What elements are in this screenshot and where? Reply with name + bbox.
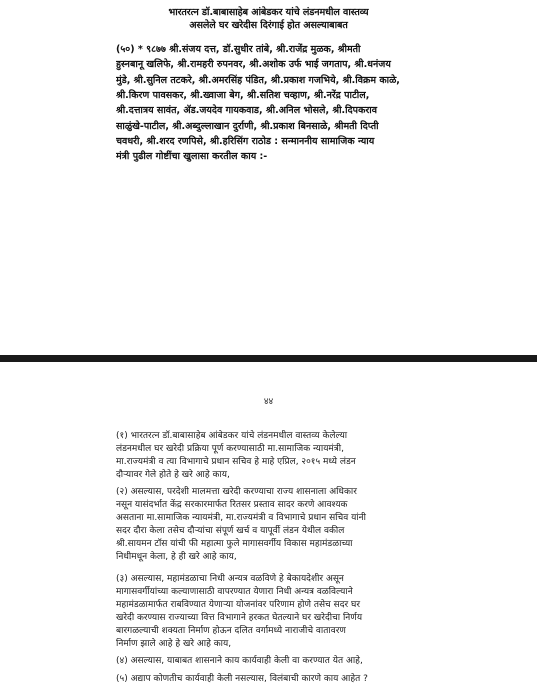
question-line: मुंडे, श्री.सुनिल तटकरे, श्री.अमरसिंह पंडित, श्री.प्रकाश गजभिये, श्री.विक्रम काळे, — [116, 74, 400, 86]
question-line: मंत्री पुढील गोष्टींचा खुलासा करतील काय :- — [116, 151, 268, 163]
question-line: हुस्नबानू खलिफे, श्री.रामहरी रुपनवर, श्री.अशोक उर्फ भाई जगताप, श्री.धनंजय — [116, 59, 391, 71]
answer-line: श्री.सायमन टॉस यांची फी महात्मा फुले मागासवर्गीय विकास महामंडळाच्या — [116, 539, 353, 549]
page-number: ४४ — [263, 397, 274, 407]
answer-line: (१) भारतरत्न डॉ.बाबासाहेब आंबेडकर यांचे लंडनमधील वास्तव्य केलेल्या — [116, 431, 348, 441]
answer-line: सदर दौरा केला तसेच दौऱ्यांचा संपूर्ण खर्च व यापूर्वी लंडन येथील वकील — [116, 526, 345, 536]
question-title-line-1: भारतरत्न डॉ.बाबासाहेब आंबेडकर यांचे लंडनमधील वास्तव्य — [168, 7, 369, 18]
answer-page — [0, 362, 537, 691]
answer-line: निर्माण झाले आहे हे खरे आहे काय, — [116, 639, 232, 649]
answer-line: निधीमधून केला, हे ही खरे आहे काय, — [116, 552, 237, 562]
answer-line: मागासवर्गीयांच्या कल्याणासाठी वापरण्यात येणारा निधी अन्यत्र वळविल्याने — [116, 587, 353, 597]
answer-line: (३) असल्यास, महामंडळाचा निधी अन्यत्र वळविणे हे बेकायदेशीर असून — [116, 574, 344, 584]
question-title-line-2: असलेले घर खरेदीस दिरंगाई होत असल्याबाबत — [189, 20, 348, 31]
question-line: (५०) * ९८७७ श्री.संजय दत्त, डॉ.सुधीर तांबे, श्री.राजेंद्र मुळक, श्रीमती — [116, 44, 361, 55]
answer-line: असताना मा.सामाजिक न्यायमंत्री, मा.राज्यमंत्री व विभागाचे प्रधान सचिव यांनी — [116, 513, 366, 523]
answer-line: बारगळल्याची शक्यता निर्माण होऊन दलित वर्गामध्ये नाराजीचे वातावरण — [116, 626, 346, 636]
question-line: श्री.दत्तात्रय सावंत, ॲड.जयदेव गायकवाड, श्री.अनिल भोसले, श्री.दिपकराव — [116, 105, 377, 117]
answer-line: खरेदी करण्यास राज्याच्या वित्त विभागाने हरकत घेतल्याने घर खरेदीचा निर्णय — [116, 613, 363, 623]
answer-line: लंडनमधील घर खरेदी प्रक्रिया पूर्ण करण्यासाठी मा.सामाजिक न्यायमंत्री, — [116, 444, 344, 454]
page-divider — [0, 355, 537, 362]
answer-line: नसून यासंदर्भात केंद्र सरकारमार्फत रितसर प्रस्ताव सादर करणे आवश्यक — [116, 500, 348, 510]
answer-line: दौऱ्यावर गेले होते हे खरे आहे काय, — [116, 470, 230, 480]
answer-line: (२) असल्यास, परदेशी मालमत्ता खरेदी करण्याचा राज्य शासनाला अधिकार — [116, 487, 357, 497]
answer-line: (५) अद्याप कोणतीच कार्यवाही केली नसल्यास, विलंबाची कारणे काय आहेत ? — [116, 674, 368, 684]
answer-line: मा.राज्यमंत्री व त्या विभागाचे प्रधान सचिव हे माहे एप्रिल, २०१५ मध्ये लंडन — [116, 457, 356, 467]
question-line: श्री.किरण पावसकर, श्री.ख्वाजा बेग, श्री.सतिश चव्हाण, श्री.नरेंद्र पाटील, — [116, 89, 370, 101]
question-line: साळुंखे-पाटील, श्री.अब्दुल्लाखान दुर्राणी, श्री.प्रकाश बिनसाळे, श्रीमती दिप्ती — [116, 120, 379, 132]
answer-line: (४) असल्यास, याबाबत शासनाने काय कार्यवाही केली वा करण्यात येत आहे, — [116, 656, 363, 666]
answer-line: महामंडळामार्फत राबविण्यात येणाऱ्या योजनांवर परिणाम होणे तसेच सदर घर — [116, 600, 361, 610]
question-line: चवधरी, श्री.शरद रणपिसे, श्री.हरिसिंग राठोड : सन्माननीय सामाजिक न्याय — [116, 135, 375, 147]
